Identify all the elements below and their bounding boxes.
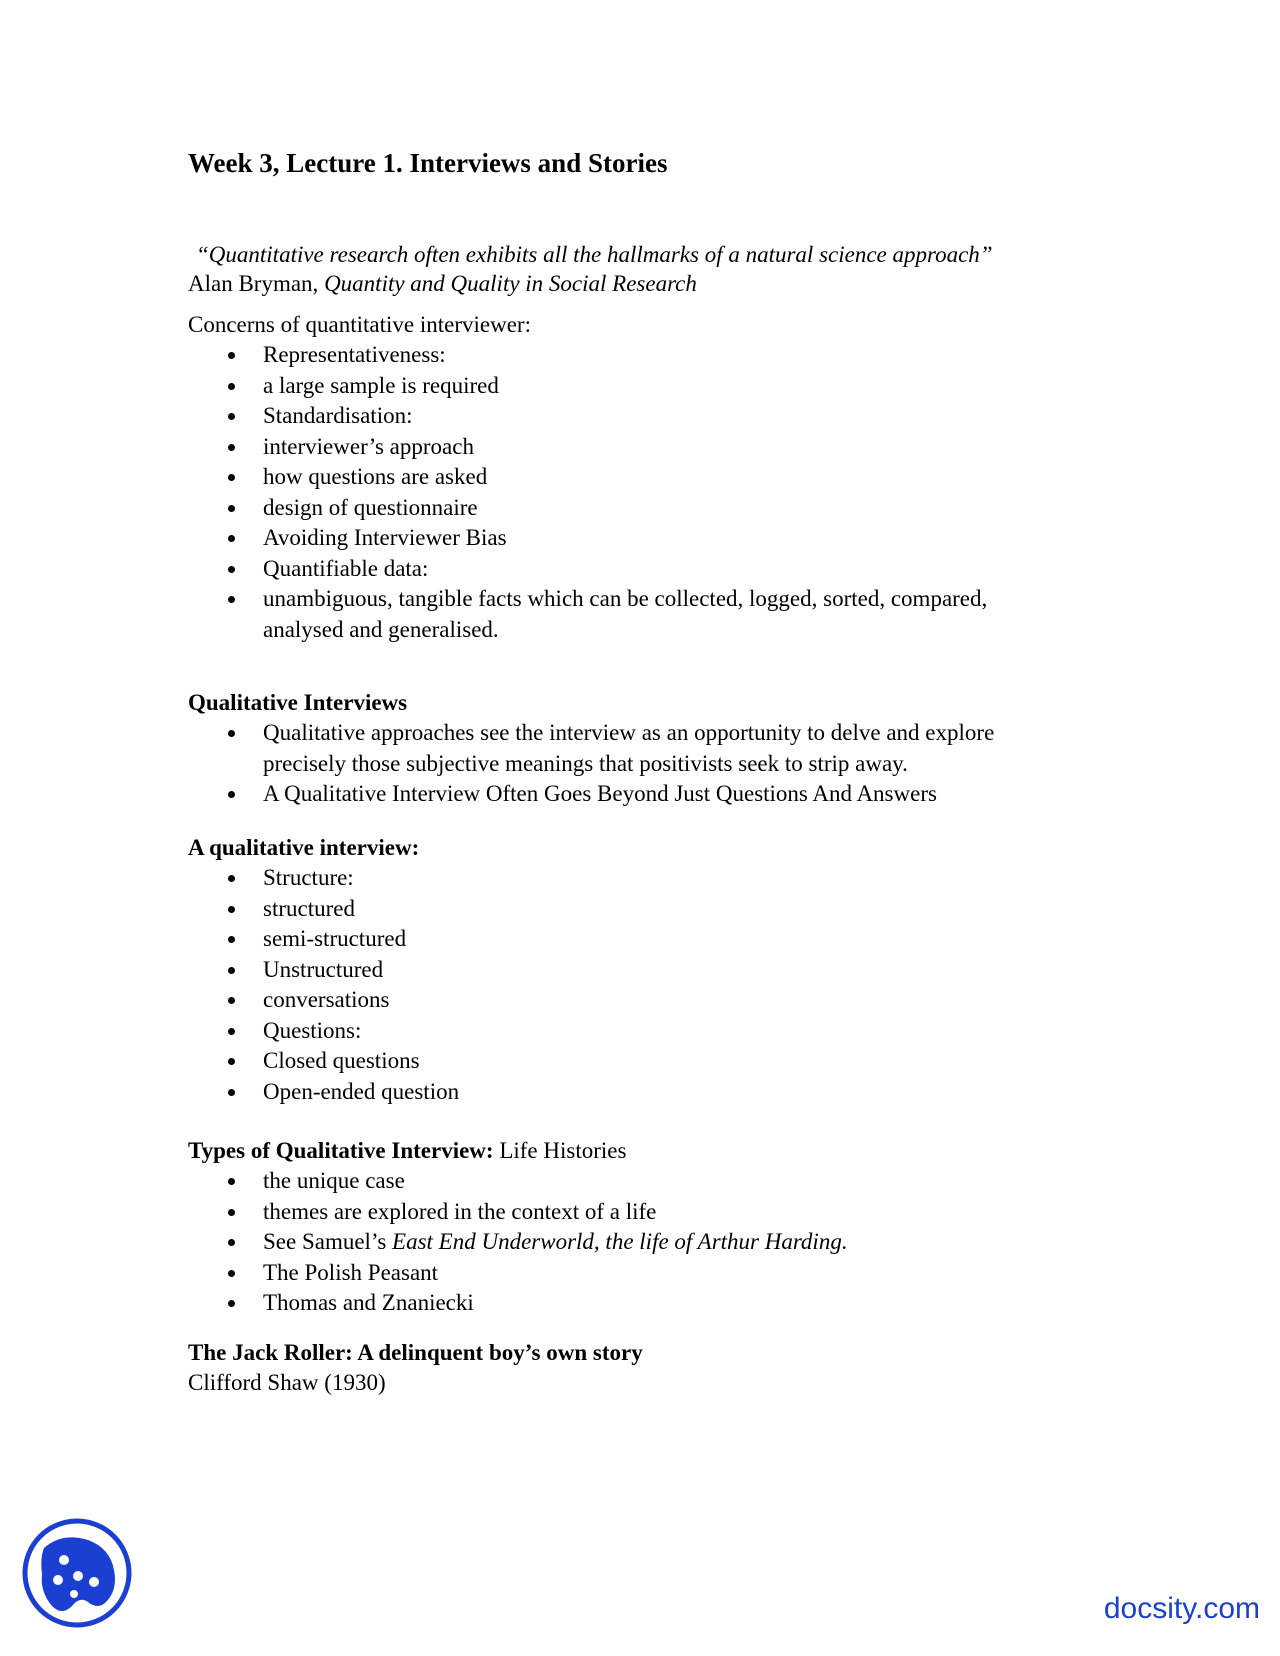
docsity-logo-icon xyxy=(22,1518,132,1628)
bullet-icon xyxy=(228,906,235,913)
list-item: how questions are asked xyxy=(188,462,1063,493)
bullet-icon xyxy=(228,1270,235,1277)
bullet-icon xyxy=(228,791,235,798)
bullet-icon xyxy=(228,1058,235,1065)
list-item: Representativeness: xyxy=(188,340,1063,371)
list-item: a large sample is required xyxy=(188,371,1063,402)
types-section xyxy=(188,1136,1063,1319)
list-item: A Qualitative Interview Often Goes Beyond Just Questions And Answers xyxy=(188,779,1063,810)
bullet-icon xyxy=(228,444,235,451)
list-item: Avoiding Interviewer Bias xyxy=(188,523,1063,554)
bullet-icon xyxy=(228,997,235,1004)
bullet-icon xyxy=(228,535,235,542)
jack-roller-author: Clifford Shaw (1930) xyxy=(188,1370,386,1395)
types-heading: Types of Qualitative Interview: Life Histories xyxy=(188,1138,627,1163)
bullet-icon xyxy=(228,352,235,359)
jack-roller-section xyxy=(188,1338,643,1398)
bullet-icon xyxy=(228,875,235,882)
bullet-icon xyxy=(228,1300,235,1307)
bullet-icon xyxy=(228,1209,235,1216)
bullet-icon xyxy=(228,383,235,390)
qualitative-interviews-heading: Qualitative Interviews xyxy=(188,690,408,715)
book-title: East End Underworld, the life of Arthur Harding. xyxy=(392,1229,848,1254)
concerns-list xyxy=(188,340,1063,645)
list-item: design of questionnaire xyxy=(188,493,1063,524)
quote-author: Alan Bryman, xyxy=(188,271,325,296)
list-item: interviewer’s approach xyxy=(188,432,1063,463)
list-item: Unstructured xyxy=(188,955,1063,986)
bullet-icon xyxy=(228,730,235,737)
bullet-icon xyxy=(228,1178,235,1185)
quote-text: “Quantitative research often exhibits all the hallmarks of a natural science approach” xyxy=(196,242,993,267)
bullet-icon xyxy=(228,1239,235,1246)
docsity-brand-link[interactable]: docsity.com xyxy=(1103,1592,1260,1625)
concerns-section xyxy=(188,310,1063,645)
a-qualitative-interview-heading: A qualitative interview: xyxy=(188,835,420,860)
list-item: Structure: xyxy=(188,863,1063,894)
list-item: Thomas and Znaniecki xyxy=(188,1288,1063,1319)
bullet-icon xyxy=(228,474,235,481)
qualitative-interviews-list xyxy=(188,718,1063,810)
list-item: conversations xyxy=(188,985,1063,1016)
page-title: Week 3, Lecture 1. Interviews and Stories xyxy=(188,148,668,178)
bullet-icon xyxy=(228,967,235,974)
bullet-icon xyxy=(228,1089,235,1096)
list-item: semi-structured xyxy=(188,924,1063,955)
list-item: Questions: xyxy=(188,1016,1063,1047)
epigraph xyxy=(188,240,993,298)
list-item: See Samuel’s East End Underworld, the life of Arthur Harding. xyxy=(188,1227,1063,1258)
bullet-icon xyxy=(228,936,235,943)
list-item: structured xyxy=(188,894,1063,925)
list-item: The Polish Peasant xyxy=(188,1258,1063,1289)
concerns-heading: Concerns of quantitative interviewer: xyxy=(188,312,531,337)
quote-attribution xyxy=(188,269,993,298)
list-item: the unique case xyxy=(188,1166,1063,1197)
list-item: Standardisation: xyxy=(188,401,1063,432)
a-qualitative-interview-list xyxy=(188,863,1063,1107)
qualitative-interviews-section xyxy=(188,688,1063,810)
jack-roller-heading: The Jack Roller: A delinquent boy’s own story xyxy=(188,1340,643,1365)
bullet-icon xyxy=(228,505,235,512)
a-qualitative-interview-section xyxy=(188,833,1063,1107)
types-list xyxy=(188,1166,1063,1319)
list-item: Closed questions xyxy=(188,1046,1063,1077)
list-item: Open-ended question xyxy=(188,1077,1063,1108)
list-item: Qualitative approaches see the interview as an opportunity to delve and explore precisely those subjective meanings that positivists seek to strip away. xyxy=(188,718,1063,779)
list-item: Quantifiable data: xyxy=(188,554,1063,585)
bullet-icon xyxy=(228,596,235,603)
bullet-icon xyxy=(228,1028,235,1035)
bullet-icon xyxy=(228,413,235,420)
quote-source-title: Quantity and Quality in Social Research xyxy=(324,271,697,296)
bullet-icon xyxy=(228,566,235,573)
list-item: unambiguous, tangible facts which can be collected, logged, sorted, compared, analysed and generalised. xyxy=(188,584,1063,645)
list-item: themes are explored in the context of a life xyxy=(188,1197,1063,1228)
